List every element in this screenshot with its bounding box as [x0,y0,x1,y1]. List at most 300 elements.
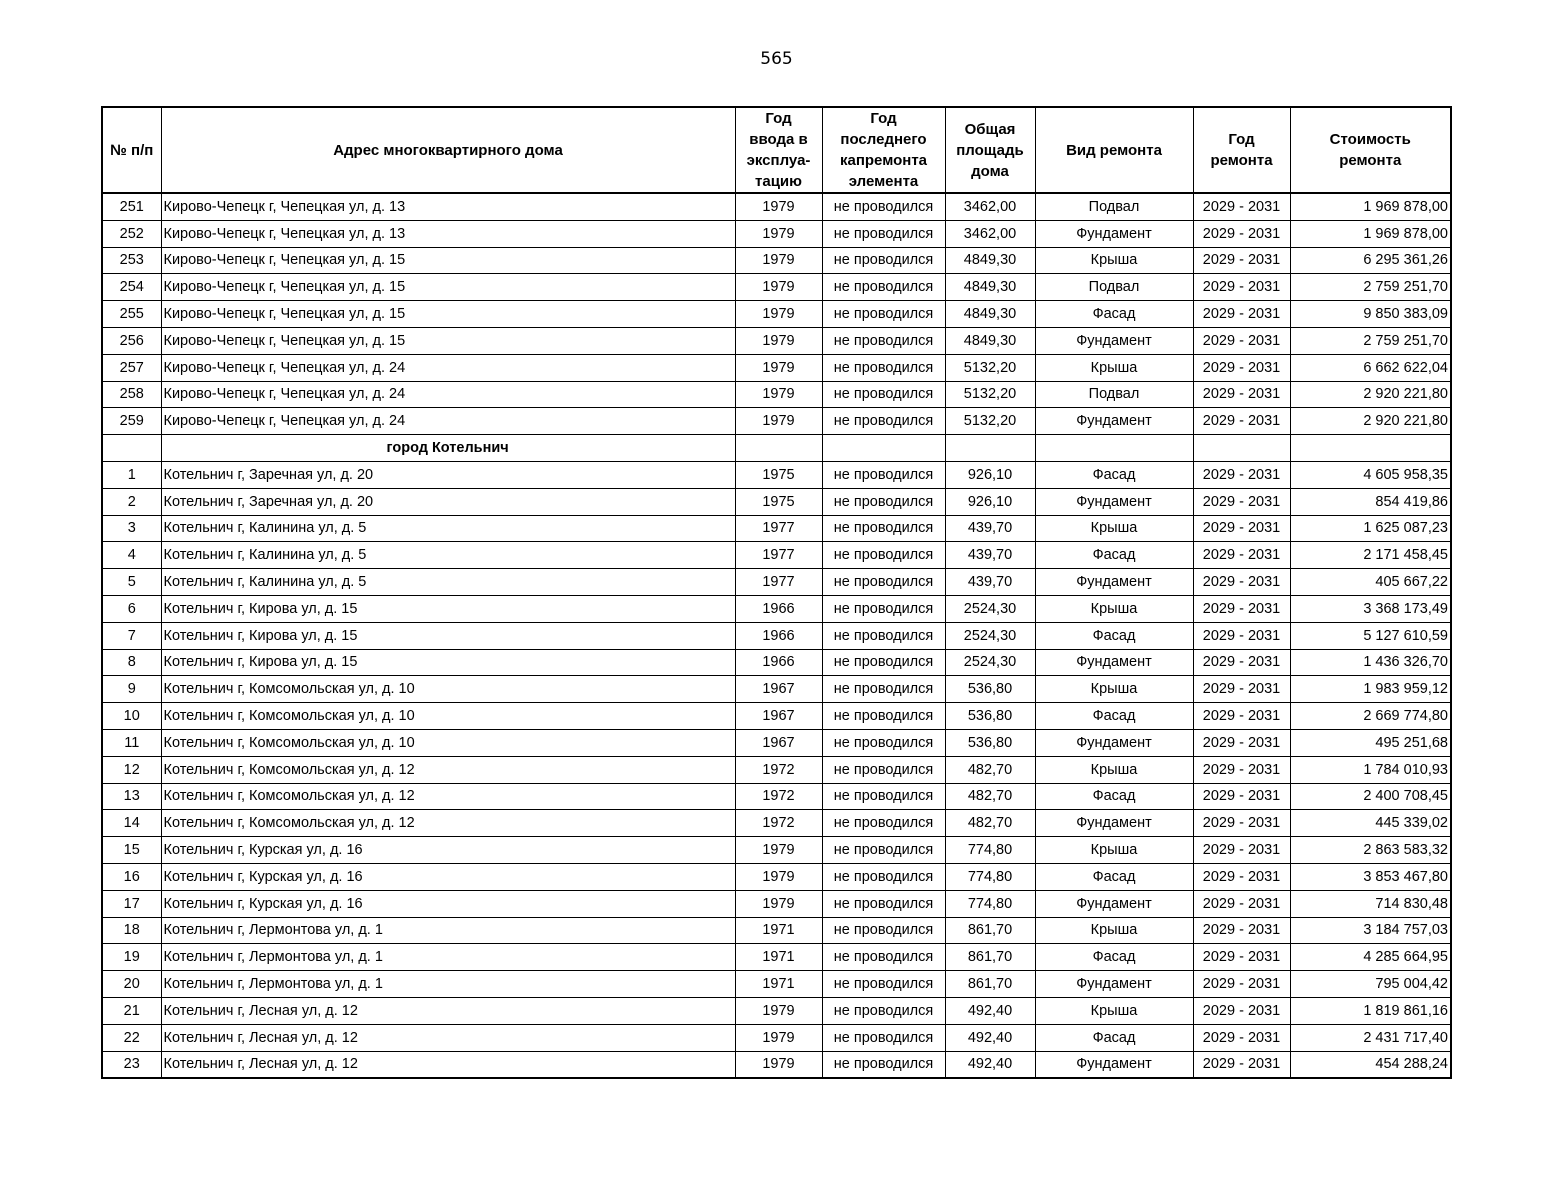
row-number-cell: 254 [102,274,161,301]
header-row-number: № п/п [102,107,161,193]
row-number-cell: 13 [102,783,161,810]
table-row [102,783,1451,810]
table-row [102,944,1451,971]
last-repair-cell: не проводился [822,810,945,837]
repair-cost-cell: 495 251,68 [1290,729,1451,756]
repair-period-cell: 2029 - 2031 [1193,997,1290,1024]
repair-cost-cell: 1 784 010,93 [1290,756,1451,783]
repair-cost-cell: 4 605 958,35 [1290,461,1451,488]
commission-year-cell: 1966 [735,622,822,649]
last-repair-cell: не проводился [822,327,945,354]
table-row [102,220,1451,247]
last-repair-cell: не проводился [822,381,945,408]
repair-period-cell: 2029 - 2031 [1193,890,1290,917]
repair-type-cell: Фасад [1035,1024,1193,1051]
address-cell: Кирово-Чепецк г, Чепецкая ул, д. 15 [161,247,735,274]
repair-period-cell: 2029 - 2031 [1193,649,1290,676]
area-cell: 774,80 [945,863,1035,890]
commission-year-cell: 1971 [735,971,822,998]
commission-year-cell: 1972 [735,810,822,837]
commission-year-cell: 1977 [735,542,822,569]
row-number-cell: 18 [102,917,161,944]
repair-cost-cell: 2 400 708,45 [1290,783,1451,810]
repair-type-cell: Крыша [1035,247,1193,274]
repair-type-cell: Фундамент [1035,488,1193,515]
commission-year-cell: 1972 [735,756,822,783]
repair-cost-cell: 795 004,42 [1290,971,1451,998]
last-repair-cell: не проводился [822,193,945,220]
last-repair-cell: не проводился [822,971,945,998]
commission-year-cell: 1977 [735,515,822,542]
repair-period-cell [1193,435,1290,462]
repair-period-cell: 2029 - 2031 [1193,542,1290,569]
last-repair-cell: не проводился [822,622,945,649]
last-repair-cell: не проводился [822,542,945,569]
row-number-cell: 258 [102,381,161,408]
repair-period-cell: 2029 - 2031 [1193,193,1290,220]
last-repair-cell: не проводился [822,274,945,301]
commission-year-cell: 1979 [735,193,822,220]
row-number-cell: 10 [102,703,161,730]
area-cell: 5132,20 [945,381,1035,408]
row-number-cell: 252 [102,220,161,247]
repair-cost-cell: 9 850 383,09 [1290,301,1451,328]
row-number-cell: 19 [102,944,161,971]
section-header-row [102,435,1451,462]
repair-type-cell: Подвал [1035,274,1193,301]
table-row [102,247,1451,274]
address-cell: Кирово-Чепецк г, Чепецкая ул, д. 24 [161,408,735,435]
area-cell: 4849,30 [945,301,1035,328]
address-cell: Котельнич г, Заречная ул, д. 20 [161,488,735,515]
area-cell: 492,40 [945,1051,1035,1078]
commission-year-cell: 1966 [735,649,822,676]
area-cell: 5132,20 [945,354,1035,381]
row-number-cell: 20 [102,971,161,998]
last-repair-cell: не проводился [822,595,945,622]
area-cell: 536,80 [945,703,1035,730]
repair-schedule-table [101,106,1452,1079]
last-repair-cell: не проводился [822,408,945,435]
row-number-cell: 23 [102,1051,161,1078]
repair-cost-cell: 3 853 467,80 [1290,863,1451,890]
repair-cost-cell: 1 625 087,23 [1290,515,1451,542]
repair-period-cell: 2029 - 2031 [1193,756,1290,783]
address-cell: Котельнич г, Лермонтова ул, д. 1 [161,944,735,971]
repair-period-cell: 2029 - 2031 [1193,944,1290,971]
repair-type-cell: Фасад [1035,301,1193,328]
address-cell: Котельнич г, Комсомольская ул, д. 12 [161,756,735,783]
area-cell: 2524,30 [945,622,1035,649]
last-repair-cell: не проводился [822,515,945,542]
commission-year-cell: 1979 [735,247,822,274]
repair-period-cell: 2029 - 2031 [1193,408,1290,435]
commission-year-cell: 1967 [735,676,822,703]
table-row [102,542,1451,569]
table-row [102,595,1451,622]
area-cell: 926,10 [945,488,1035,515]
repair-cost-cell [1290,435,1451,462]
row-number-cell: 11 [102,729,161,756]
header-commission-year: Год ввода в эксплуа- тацию [735,107,822,193]
repair-cost-cell: 2 920 221,80 [1290,408,1451,435]
table-row [102,649,1451,676]
commission-year-cell: 1979 [735,1051,822,1078]
repair-cost-cell: 2 759 251,70 [1290,327,1451,354]
repair-type-cell: Фундамент [1035,649,1193,676]
table-row [102,354,1451,381]
repair-period-cell: 2029 - 2031 [1193,354,1290,381]
repair-period-cell: 2029 - 2031 [1193,622,1290,649]
repair-type-cell: Фундамент [1035,890,1193,917]
repair-period-cell: 2029 - 2031 [1193,837,1290,864]
row-number-cell: 255 [102,301,161,328]
repair-period-cell: 2029 - 2031 [1193,381,1290,408]
last-repair-cell: не проводился [822,301,945,328]
area-cell: 5132,20 [945,408,1035,435]
repair-type-cell: Подвал [1035,193,1193,220]
repair-type-cell: Фасад [1035,783,1193,810]
commission-year-cell: 1967 [735,703,822,730]
row-number-cell: 1 [102,461,161,488]
table-row [102,890,1451,917]
area-cell: 2524,30 [945,649,1035,676]
commission-year-cell: 1971 [735,944,822,971]
address-cell: Кирово-Чепецк г, Чепецкая ул, д. 13 [161,193,735,220]
area-cell: 439,70 [945,569,1035,596]
repair-type-cell: Фасад [1035,944,1193,971]
repair-type-cell: Крыша [1035,997,1193,1024]
address-cell: Котельнич г, Калинина ул, д. 5 [161,569,735,596]
area-cell: 492,40 [945,1024,1035,1051]
repair-cost-cell: 6 295 361,26 [1290,247,1451,274]
last-repair-cell: не проводился [822,247,945,274]
last-repair-cell: не проводился [822,729,945,756]
address-cell: Котельнич г, Комсомольская ул, д. 12 [161,783,735,810]
repair-period-cell: 2029 - 2031 [1193,247,1290,274]
table-row [102,997,1451,1024]
area-cell: 482,70 [945,810,1035,837]
repair-cost-cell: 1 819 861,16 [1290,997,1451,1024]
table-row [102,676,1451,703]
last-repair-cell: не проводился [822,783,945,810]
repair-period-cell: 2029 - 2031 [1193,569,1290,596]
area-cell: 774,80 [945,890,1035,917]
address-cell: Котельнич г, Курская ул, д. 16 [161,890,735,917]
commission-year-cell: 1979 [735,890,822,917]
commission-year-cell: 1979 [735,408,822,435]
address-cell: Кирово-Чепецк г, Чепецкая ул, д. 13 [161,220,735,247]
last-repair-cell: не проводился [822,837,945,864]
repair-cost-cell: 445 339,02 [1290,810,1451,837]
repair-type-cell: Фасад [1035,461,1193,488]
address-cell: Котельнич г, Лесная ул, д. 12 [161,997,735,1024]
area-cell: 861,70 [945,971,1035,998]
repair-period-cell: 2029 - 2031 [1193,220,1290,247]
repair-type-cell: Крыша [1035,917,1193,944]
repair-type-cell: Фундамент [1035,971,1193,998]
repair-cost-cell: 4 285 664,95 [1290,944,1451,971]
commission-year-cell: 1975 [735,461,822,488]
last-repair-cell: не проводился [822,220,945,247]
commission-year-cell: 1979 [735,863,822,890]
row-number-cell: 251 [102,193,161,220]
area-cell [945,435,1035,462]
table-row [102,971,1451,998]
last-repair-cell: не проводился [822,676,945,703]
area-cell: 4849,30 [945,247,1035,274]
repair-cost-cell: 2 863 583,32 [1290,837,1451,864]
last-repair-cell: не проводился [822,354,945,381]
repair-cost-cell: 1 969 878,00 [1290,193,1451,220]
header-last-repair-year: Год последнего капремонта элемента [822,107,945,193]
address-cell: Кирово-Чепецк г, Чепецкая ул, д. 24 [161,381,735,408]
address-cell: Котельнич г, Комсомольская ул, д. 10 [161,729,735,756]
repair-type-cell: Фундамент [1035,327,1193,354]
address-cell: Котельнич г, Калинина ул, д. 5 [161,515,735,542]
repair-cost-cell: 5 127 610,59 [1290,622,1451,649]
area-cell: 2524,30 [945,595,1035,622]
commission-year-cell: 1979 [735,274,822,301]
table-header [102,107,1451,193]
table-row [102,569,1451,596]
repair-period-cell: 2029 - 2031 [1193,327,1290,354]
address-cell: Котельнич г, Кирова ул, д. 15 [161,595,735,622]
table-row [102,327,1451,354]
area-cell: 861,70 [945,917,1035,944]
repair-type-cell: Крыша [1035,354,1193,381]
table-row [102,837,1451,864]
area-cell: 536,80 [945,676,1035,703]
commission-year-cell [735,435,822,462]
repair-period-cell: 2029 - 2031 [1193,703,1290,730]
area-cell: 482,70 [945,756,1035,783]
repair-type-cell: Крыша [1035,837,1193,864]
address-cell: Котельнич г, Лесная ул, д. 12 [161,1051,735,1078]
area-cell: 482,70 [945,783,1035,810]
row-number-cell: 2 [102,488,161,515]
repair-period-cell: 2029 - 2031 [1193,676,1290,703]
table-row [102,193,1451,220]
row-number-cell: 257 [102,354,161,381]
repair-period-cell: 2029 - 2031 [1193,810,1290,837]
table-row [102,381,1451,408]
commission-year-cell: 1971 [735,917,822,944]
repair-period-cell: 2029 - 2031 [1193,461,1290,488]
repair-period-cell: 2029 - 2031 [1193,515,1290,542]
row-number-cell [102,435,161,462]
repair-type-cell: Фасад [1035,703,1193,730]
last-repair-cell: не проводился [822,1024,945,1051]
commission-year-cell: 1975 [735,488,822,515]
repair-cost-cell: 1 983 959,12 [1290,676,1451,703]
repair-cost-cell: 1 436 326,70 [1290,649,1451,676]
row-number-cell: 3 [102,515,161,542]
repair-cost-cell: 1 969 878,00 [1290,220,1451,247]
commission-year-cell: 1979 [735,220,822,247]
table-body [102,193,1451,1078]
repair-period-cell: 2029 - 2031 [1193,1024,1290,1051]
address-cell: Кирово-Чепецк г, Чепецкая ул, д. 24 [161,354,735,381]
table-row [102,756,1451,783]
commission-year-cell: 1979 [735,837,822,864]
repair-cost-cell: 405 667,22 [1290,569,1451,596]
last-repair-cell: не проводился [822,1051,945,1078]
header-repair-type: Вид ремонта [1035,107,1193,193]
area-cell: 536,80 [945,729,1035,756]
last-repair-cell: не проводился [822,944,945,971]
commission-year-cell: 1979 [735,997,822,1024]
last-repair-cell: не проводился [822,703,945,730]
area-cell: 4849,30 [945,274,1035,301]
address-cell: Котельнич г, Калинина ул, д. 5 [161,542,735,569]
address-cell: Котельнич г, Кирова ул, д. 15 [161,622,735,649]
repair-cost-cell: 3 368 173,49 [1290,595,1451,622]
last-repair-cell: не проводился [822,997,945,1024]
commission-year-cell: 1979 [735,1024,822,1051]
table-row [102,622,1451,649]
repair-type-cell: Фундамент [1035,569,1193,596]
repair-cost-cell: 3 184 757,03 [1290,917,1451,944]
repair-cost-cell: 854 419,86 [1290,488,1451,515]
last-repair-cell: не проводился [822,756,945,783]
row-number-cell: 15 [102,837,161,864]
row-number-cell: 253 [102,247,161,274]
repair-period-cell: 2029 - 2031 [1193,783,1290,810]
row-number-cell: 5 [102,569,161,596]
repair-period-cell: 2029 - 2031 [1193,971,1290,998]
area-cell: 3462,00 [945,193,1035,220]
row-number-cell: 9 [102,676,161,703]
row-number-cell: 22 [102,1024,161,1051]
row-number-cell: 17 [102,890,161,917]
repair-period-cell: 2029 - 2031 [1193,301,1290,328]
repair-type-cell: Фасад [1035,542,1193,569]
area-cell: 774,80 [945,837,1035,864]
table-row [102,301,1451,328]
table-row [102,703,1451,730]
repair-type-cell: Крыша [1035,595,1193,622]
header-repair-period: Год ремонта [1193,107,1290,193]
area-cell: 3462,00 [945,220,1035,247]
area-cell: 4849,30 [945,327,1035,354]
address-cell: Котельнич г, Лермонтова ул, д. 1 [161,917,735,944]
row-number-cell: 4 [102,542,161,569]
repair-period-cell: 2029 - 2031 [1193,917,1290,944]
repair-type-cell: Фундамент [1035,408,1193,435]
address-cell: Котельнич г, Лесная ул, д. 12 [161,1024,735,1051]
repair-cost-cell: 2 920 221,80 [1290,381,1451,408]
repair-period-cell: 2029 - 2031 [1193,863,1290,890]
header-row [102,107,1451,193]
address-cell: Котельнич г, Курская ул, д. 16 [161,837,735,864]
address-cell: Котельнич г, Кирова ул, д. 15 [161,649,735,676]
last-repair-cell: не проводился [822,863,945,890]
repair-period-cell: 2029 - 2031 [1193,1051,1290,1078]
repair-type-cell: Крыша [1035,676,1193,703]
header-repair-cost: Стоимость ремонта [1290,107,1451,193]
commission-year-cell: 1972 [735,783,822,810]
repair-type-cell [1035,435,1193,462]
commission-year-cell: 1979 [735,301,822,328]
table-row [102,488,1451,515]
repair-period-cell: 2029 - 2031 [1193,488,1290,515]
address-cell: Котельнич г, Курская ул, д. 16 [161,863,735,890]
address-cell: Котельнич г, Лермонтова ул, д. 1 [161,971,735,998]
table-row [102,729,1451,756]
row-number-cell: 7 [102,622,161,649]
address-cell: Кирово-Чепецк г, Чепецкая ул, д. 15 [161,301,735,328]
repair-period-cell: 2029 - 2031 [1193,595,1290,622]
table-row [102,863,1451,890]
address-cell: Котельнич г, Комсомольская ул, д. 12 [161,810,735,837]
address-cell: город Котельнич [161,435,735,462]
table-row [102,274,1451,301]
commission-year-cell: 1979 [735,354,822,381]
commission-year-cell: 1979 [735,381,822,408]
commission-year-cell: 1977 [735,569,822,596]
row-number-cell: 8 [102,649,161,676]
repair-type-cell: Крыша [1035,756,1193,783]
repair-type-cell: Фундамент [1035,1051,1193,1078]
repair-cost-cell: 454 288,24 [1290,1051,1451,1078]
repair-cost-cell: 2 171 458,45 [1290,542,1451,569]
header-address: Адрес многоквартирного дома [161,107,735,193]
repair-cost-cell: 2 759 251,70 [1290,274,1451,301]
row-number-cell: 16 [102,863,161,890]
repair-type-cell: Фасад [1035,863,1193,890]
commission-year-cell: 1967 [735,729,822,756]
address-cell: Кирово-Чепецк г, Чепецкая ул, д. 15 [161,274,735,301]
commission-year-cell: 1979 [735,327,822,354]
row-number-cell: 256 [102,327,161,354]
last-repair-cell: не проводился [822,917,945,944]
repair-type-cell: Фасад [1035,622,1193,649]
repair-cost-cell: 6 662 622,04 [1290,354,1451,381]
table-row [102,461,1451,488]
repair-type-cell: Фундамент [1035,810,1193,837]
address-cell: Котельнич г, Заречная ул, д. 20 [161,461,735,488]
repair-period-cell: 2029 - 2031 [1193,729,1290,756]
last-repair-cell: не проводился [822,461,945,488]
area-cell: 861,70 [945,944,1035,971]
repair-type-cell: Фундамент [1035,729,1193,756]
table-row [102,515,1451,542]
area-cell: 492,40 [945,997,1035,1024]
repair-type-cell: Фундамент [1035,220,1193,247]
table-row [102,408,1451,435]
table-row [102,1024,1451,1051]
area-cell: 926,10 [945,461,1035,488]
repair-cost-cell: 2 431 717,40 [1290,1024,1451,1051]
row-number-cell: 12 [102,756,161,783]
table-row [102,1051,1451,1078]
table-row [102,810,1451,837]
table-row [102,917,1451,944]
row-number-cell: 14 [102,810,161,837]
repair-type-cell: Подвал [1035,381,1193,408]
last-repair-cell: не проводился [822,890,945,917]
area-cell: 439,70 [945,542,1035,569]
row-number-cell: 259 [102,408,161,435]
address-cell: Кирово-Чепецк г, Чепецкая ул, д. 15 [161,327,735,354]
repair-period-cell: 2029 - 2031 [1193,274,1290,301]
row-number-cell: 6 [102,595,161,622]
page-number: 565 [760,49,793,69]
last-repair-cell: не проводился [822,649,945,676]
repair-type-cell: Крыша [1035,515,1193,542]
last-repair-cell: не проводился [822,488,945,515]
